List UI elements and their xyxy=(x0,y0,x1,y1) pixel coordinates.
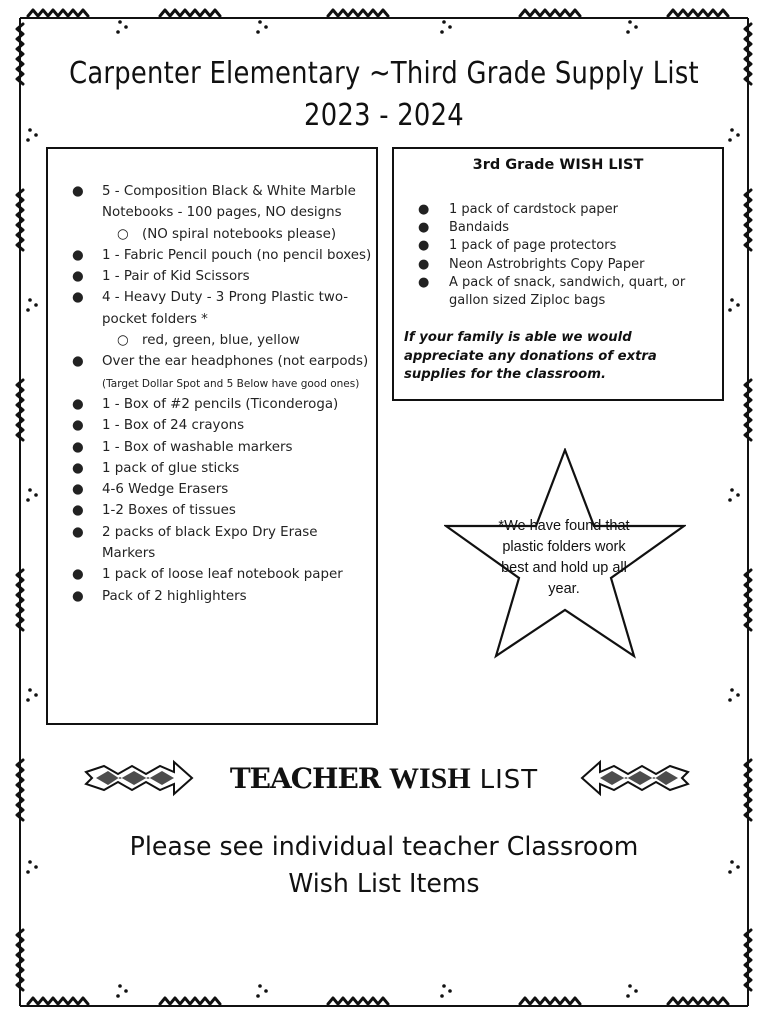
wish-list-box xyxy=(392,147,724,401)
supply-item-text: 1 pack of loose leaf notebook paper xyxy=(102,567,343,583)
bullet-icon: ● xyxy=(72,396,84,412)
border-dot xyxy=(34,303,38,307)
border-dot xyxy=(124,989,128,993)
border-dot xyxy=(34,133,38,137)
school-year: 2023 - 2024 xyxy=(304,98,464,133)
bullet-icon: ● xyxy=(72,418,84,434)
border-dot xyxy=(730,298,734,302)
border-dot xyxy=(736,493,740,497)
border-dot xyxy=(626,994,630,998)
border-dot xyxy=(736,693,740,697)
border-dot xyxy=(628,20,632,24)
border-dot xyxy=(118,984,122,988)
border-dot xyxy=(264,989,268,993)
supply-item-text: 1 - Box of 24 crayons xyxy=(102,418,245,434)
bullet-icon: ● xyxy=(72,503,84,519)
supply-list-box xyxy=(46,147,378,725)
border-dot xyxy=(116,30,120,34)
circle-bullet-icon: ○ xyxy=(117,226,129,242)
supply-item-text: 2 packs of black Expo Dry Erase Markers xyxy=(102,524,318,562)
border-dot xyxy=(728,308,732,312)
border-dot xyxy=(124,25,128,29)
bullet-icon: ● xyxy=(418,256,430,272)
supply-list xyxy=(72,181,372,607)
bullet-icon: ● xyxy=(72,290,84,306)
border-dot xyxy=(628,984,632,988)
supply-item xyxy=(72,522,372,565)
zigzag-border-segment xyxy=(328,10,388,16)
wish-list-heading: 3rd Grade WISH LIST xyxy=(472,157,644,173)
zigzag-border-segment xyxy=(668,998,728,1004)
zigzag-border-segment xyxy=(520,10,580,16)
bullet-icon: ● xyxy=(72,439,84,455)
supply-item xyxy=(72,458,372,479)
wish-item-text: Neon Astrobrights Copy Paper xyxy=(449,256,645,272)
supply-item xyxy=(72,351,372,394)
border-dot xyxy=(442,984,446,988)
border-dot xyxy=(256,30,260,34)
border-dot xyxy=(256,994,260,998)
border-dot xyxy=(736,133,740,137)
supply-item-text: 4 - Heavy Duty - 3 Prong Plastic two-pocket folders * xyxy=(102,290,349,327)
border-dot xyxy=(730,688,734,692)
supply-item-text: 4-6 Wedge Erasers xyxy=(102,482,229,498)
teacher-word: TEACHER xyxy=(229,762,381,795)
border-dot xyxy=(28,298,32,302)
supply-item xyxy=(72,479,372,500)
border-dot xyxy=(116,994,120,998)
border-dot xyxy=(634,989,638,993)
border-dot xyxy=(448,25,452,29)
border-dot xyxy=(728,498,732,502)
supply-item xyxy=(72,437,372,458)
supply-item xyxy=(72,586,372,607)
supply-item-text: Pack of 2 highlighters xyxy=(102,588,247,604)
border-dot xyxy=(736,303,740,307)
border-dot xyxy=(440,994,444,998)
supply-item xyxy=(72,245,372,266)
wish-item-text: Bandaids xyxy=(449,220,509,236)
border-dot xyxy=(26,698,30,702)
border-dot xyxy=(730,488,734,492)
supply-sub-item xyxy=(72,224,372,245)
wish-word: WISH xyxy=(389,762,471,795)
border-dot xyxy=(28,488,32,492)
teacher-wish-line-2: Wish List Items xyxy=(288,869,480,899)
supply-item-text: 1 pack of glue sticks xyxy=(102,460,240,476)
supply-item-text: 1 - Box of washable markers xyxy=(102,439,293,455)
zigzag-arrow-left-icon xyxy=(82,758,194,798)
border-dot xyxy=(258,20,262,24)
supply-item xyxy=(72,415,372,436)
zigzag-border-segment xyxy=(160,10,220,16)
wish-item xyxy=(418,201,718,219)
wish-item xyxy=(418,274,718,310)
border-dot xyxy=(448,989,452,993)
supply-item-text: (NO spiral notebooks please) xyxy=(142,226,337,242)
border-dot xyxy=(728,698,732,702)
teacher-wish-list-title xyxy=(228,762,540,796)
border-dot xyxy=(258,984,262,988)
border-dot xyxy=(634,25,638,29)
supply-item xyxy=(72,500,372,521)
supply-item-text: 1 - Fabric Pencil pouch (no pencil boxes) xyxy=(102,247,372,263)
supply-item xyxy=(72,564,372,585)
supply-item-text: 5 - Composition Black & White Marble Notebooks - 100 pages, NO designs xyxy=(102,184,356,221)
border-dot xyxy=(26,308,30,312)
circle-bullet-icon: ○ xyxy=(117,333,129,349)
border-dot xyxy=(26,498,30,502)
zigzag-border-segment xyxy=(28,10,88,16)
wish-list-note: If your family is able we would appreciate any donations of extra supplies for the classroom. xyxy=(404,330,657,382)
border-dot xyxy=(34,693,38,697)
border-dot xyxy=(264,25,268,29)
page-title: Carpenter Elementary ~Third Grade Supply List xyxy=(69,56,699,91)
supply-item xyxy=(72,181,372,224)
supply-item-text: 1 - Pair of Kid Scissors xyxy=(102,269,250,285)
zigzag-border-segment xyxy=(160,998,220,1004)
border-dot xyxy=(118,20,122,24)
bullet-icon: ● xyxy=(72,567,84,583)
supply-item xyxy=(72,394,372,415)
bullet-icon: ● xyxy=(72,354,84,370)
bullet-icon: ● xyxy=(418,274,430,290)
bullet-icon: ● xyxy=(418,220,430,236)
bullet-icon: ● xyxy=(72,247,84,263)
border-dot xyxy=(626,30,630,34)
zigzag-border-segment xyxy=(520,998,580,1004)
list-word: LIST xyxy=(479,765,539,795)
bullet-icon: ● xyxy=(418,238,430,254)
zigzag-arrow-right-icon xyxy=(580,758,692,798)
wish-item xyxy=(418,237,718,255)
teacher-wish-line-1: Please see individual teacher Classroom xyxy=(129,832,639,862)
border-dot xyxy=(28,688,32,692)
bullet-icon: ● xyxy=(72,269,84,285)
star-note: *We have found that plastic folders work best and hold up all year. xyxy=(498,518,630,597)
supply-item xyxy=(72,287,372,330)
supply-item-text: 1-2 Boxes of tissues xyxy=(102,503,236,519)
supply-item-text: Over the ear headphones (not earpods) xyxy=(102,354,369,370)
zigzag-border-segment xyxy=(28,998,88,1004)
wish-list xyxy=(418,201,718,310)
supply-item-note: (Target Dollar Spot and 5 Below have good ones) xyxy=(102,377,360,390)
bullet-icon: ● xyxy=(72,460,84,476)
border-dot xyxy=(26,138,30,142)
wish-item xyxy=(418,256,718,274)
wish-item-text: 1 pack of cardstock paper xyxy=(449,202,619,217)
supply-item-text: red, green, blue, yellow xyxy=(142,333,300,349)
wish-item xyxy=(418,219,718,237)
bullet-icon: ● xyxy=(72,588,84,604)
zigzag-border-segment xyxy=(328,998,388,1004)
bullet-icon: ● xyxy=(72,184,84,199)
bullet-icon: ● xyxy=(72,524,84,540)
supply-sub-item xyxy=(72,330,372,351)
border-dot xyxy=(728,138,732,142)
supply-item xyxy=(72,266,372,287)
bullet-icon: ● xyxy=(72,482,84,498)
wish-item-text: 1 pack of page protectors xyxy=(449,238,617,254)
wish-item-text: A pack of snack, sandwich, quart, or gallon sized Ziploc bags xyxy=(449,274,686,309)
zigzag-border-segment xyxy=(668,10,728,16)
supply-item-text: 1 - Box of #2 pencils (Ticonderoga) xyxy=(102,396,339,412)
border-dot xyxy=(730,128,734,132)
border-dot xyxy=(28,128,32,132)
border-dot xyxy=(442,20,446,24)
bullet-icon: ● xyxy=(418,202,430,217)
border-dot xyxy=(34,493,38,497)
border-dot xyxy=(440,30,444,34)
